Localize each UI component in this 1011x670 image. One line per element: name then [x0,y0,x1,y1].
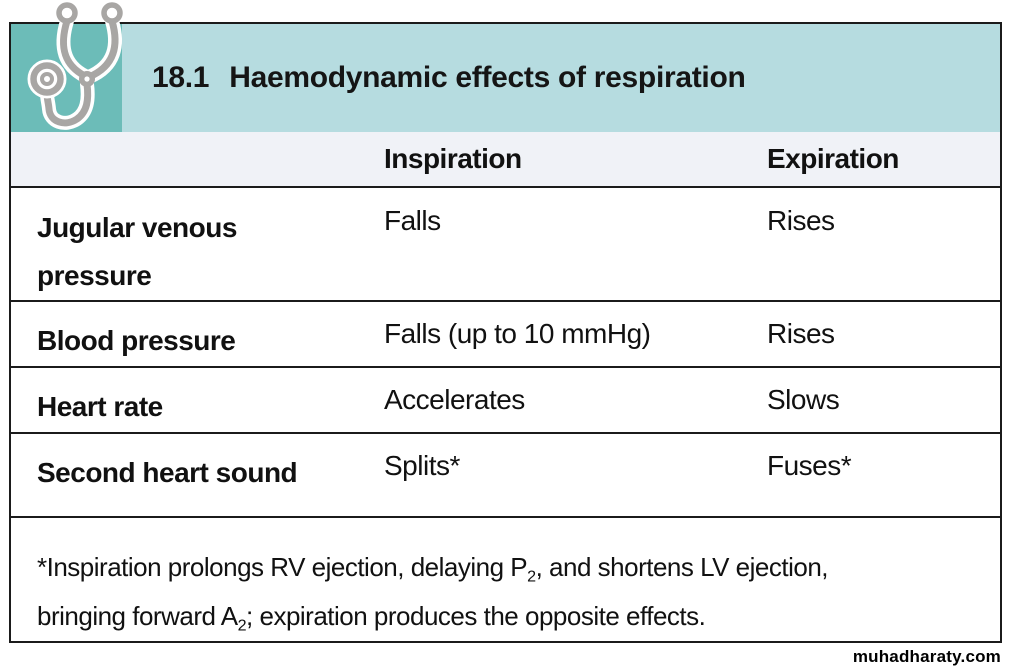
table-row [11,188,1000,302]
cell-inspiration: Splits* [384,450,460,481]
table-row [11,302,1000,368]
footnote-subscript: 2 [237,616,247,635]
cell-expiration: Rises [767,318,835,349]
cell-expiration: Slows [767,384,840,415]
table-title: Haemodynamic effects of respiration [229,61,746,94]
row-label: Jugular venous pressure [37,212,237,291]
stethoscope-icon [25,2,137,136]
footnote-text: , and shortens LV ejection, [535,552,829,582]
column-header-row [11,132,1000,188]
table-caption [122,24,1000,132]
cell-expiration: Rises [767,205,835,236]
col-header-expiration: Expiration [767,143,899,174]
table-number: 18.1 [152,61,210,94]
footnote [11,518,1000,641]
footnote-text: bringing forward A [37,601,238,631]
table-row [11,434,1000,518]
table-card [9,22,1002,643]
cell-inspiration: Falls (up to 10 mmHg) [384,318,651,349]
row-label: Heart rate [37,391,163,422]
footnote-text: ; expiration produces the opposite effects. [246,601,706,631]
footnote-line-1 [37,543,970,592]
table-row [11,368,1000,434]
cell-inspiration: Accelerates [384,384,525,415]
cell-inspiration: Falls [384,205,441,236]
watermark: muhadharaty.com [852,647,1001,666]
footnote-line-2 [37,592,970,641]
cell-expiration: Fuses* [767,450,852,481]
footnote-subscript: 2 [527,567,536,586]
row-label: Second heart sound [37,457,298,488]
row-label: Blood pressure [37,325,236,356]
footnote-text: *Inspiration prolongs RV ejection, delaying P [37,552,528,582]
col-header-inspiration: Inspiration [384,143,522,174]
header-band [11,24,1000,132]
